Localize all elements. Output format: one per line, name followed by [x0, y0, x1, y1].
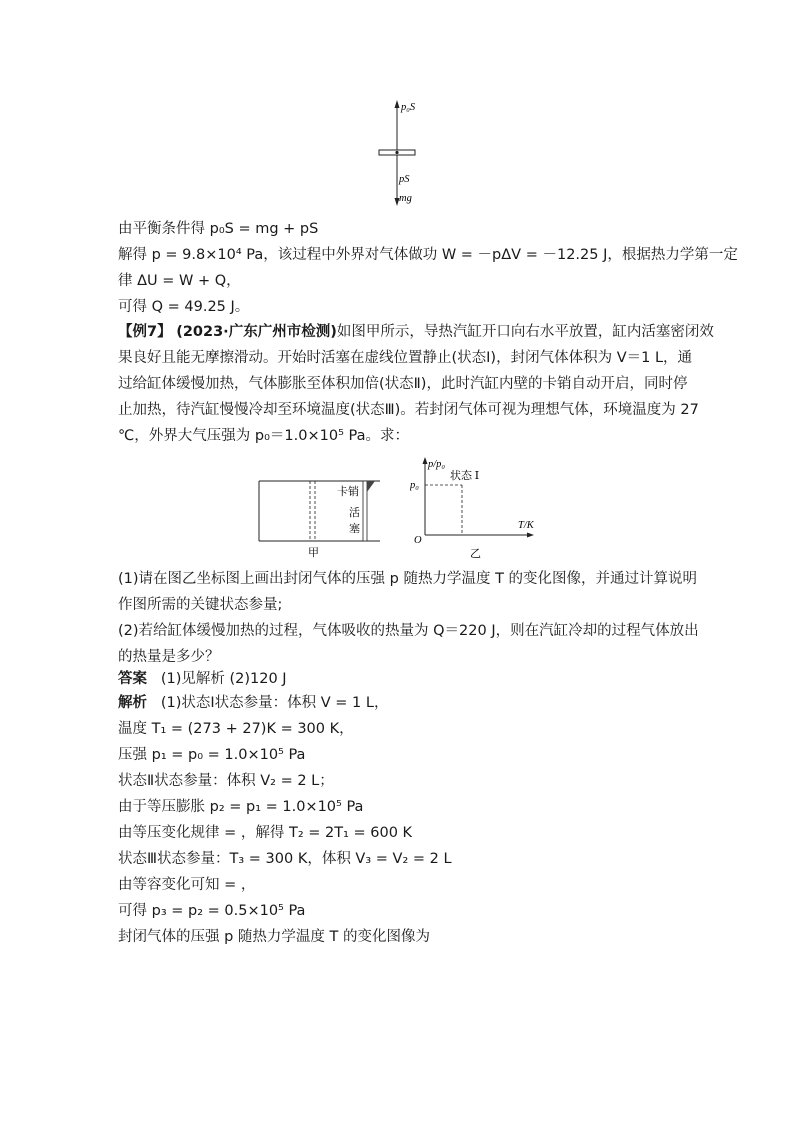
solution-line-1: 由平衡条件得 p₀S = mg + pS [118, 221, 319, 237]
example-statement [118, 319, 714, 449]
piston [363, 481, 367, 541]
example-source: (2023·广东广州市检测) [176, 324, 337, 340]
question-line-2: 作图所需的关键状态参量; [118, 597, 283, 613]
answer-label: 答案 [118, 671, 147, 687]
analysis-line-10: 封闭气体的压强 p 随热力学温度 T 的变化图像为 [118, 929, 430, 945]
example-line-3: 过给缸体缓慢加热，气体膨胀至体积加倍(状态Ⅱ)，此时汽缸内壁的卡销自动开启，同时停 [118, 376, 688, 392]
analysis-line-1: (1)状态Ⅰ状态参量：体积 V = 1 L， [160, 695, 389, 711]
question-line-3: (2)若给缸体缓慢加热的过程，气体吸收的热量为 Q＝220 J，则在汽缸冷却的过程气体放出 [118, 623, 699, 639]
solution-line-4: 可得 Q = 49.25 J。 [118, 299, 250, 315]
y-axis-label: p/p₀ [428, 459, 446, 470]
force-label-mg: mg [399, 193, 412, 204]
label-huo: 活 [349, 507, 360, 519]
analysis-line-3: 压强 p₁ = p₀ = 1.0×10⁵ Pa [118, 747, 306, 763]
analysis-line-6: 由等压变化规律 = ，解得 T₂ = 2T₁ = 600 K [118, 825, 413, 841]
analysis-line-4: 状态Ⅱ状态参量：体积 V₂ = 2 L； [118, 773, 334, 789]
question-line-1: (1)请在图乙坐标图上画出封闭气体的压强 p 随热力学温度 T 的变化图像，并通过计算说明 [118, 571, 698, 587]
tick-p0: p₀ [410, 480, 419, 491]
questions [118, 566, 699, 670]
figure-yi [410, 455, 550, 560]
origin-label: O [414, 535, 422, 546]
force-label-ps: pS [399, 174, 410, 185]
latch [367, 481, 375, 492]
force-diagram [370, 95, 430, 210]
analysis [118, 690, 690, 950]
caption-jia: 甲 [308, 547, 319, 558]
analysis-line-7: 状态Ⅲ状态参量：T₃ = 300 K，体积 V₃ = V₂ = 2 L [118, 851, 452, 867]
analysis-line-8: 由等容变化可知 = ， [118, 877, 256, 893]
solution-line-2: 解得 p = 9.8×10⁴ Pa，该过程中外界对气体做功 W = －pΔV = －12.25 J，根据热力学第一定 [118, 247, 738, 263]
figure-jia [255, 478, 385, 558]
example-tag: 【例7】 [118, 324, 172, 340]
analysis-line-9: 可得 p₃ = p₂ = 0.5×10⁵ Pa [118, 903, 306, 919]
label-kaxiao: 卡销 [337, 486, 359, 498]
solution-line-3: 律 ΔU = W + Q， [118, 273, 241, 289]
analysis-line-5: 由于等压膨胀 p₂ = p₁ = 1.0×10⁵ Pa [118, 799, 364, 815]
x-axis-label: T/K [518, 520, 534, 531]
caption-yi: 乙 [470, 548, 481, 560]
example-line-5: ℃，外界大气压强为 p₀＝1.0×10⁵ Pa。求： [118, 428, 409, 444]
label-sai: 塞 [349, 523, 360, 535]
analysis-line-2: 温度 T₁ = (273 + 27)K = 300 K， [118, 721, 354, 737]
answer-text: (1)见解析 (2)120 J [160, 671, 287, 687]
force-label-p0s: p₀S [401, 102, 416, 113]
example-line-1: 如图甲所示，导热汽缸开口向右水平放置，缸内活塞密闭效 [336, 324, 714, 340]
example-line-4: 止加热，待汽缸慢慢冷却至环境温度(状态Ⅲ)。若封闭气体可视为理想气体，环境温度为 27 [118, 402, 699, 418]
analysis-label: 解析 [118, 695, 147, 711]
state-label: 状态 Ⅰ [450, 470, 480, 482]
example-line-2: 果良好且能无摩擦滑动。开始时活塞在虚线位置静止(状态Ⅰ)，封闭气体体积为 V＝1 L，通 [118, 350, 693, 366]
answer-line [118, 669, 287, 689]
question-line-4: 的热量是多少？ [118, 649, 220, 665]
